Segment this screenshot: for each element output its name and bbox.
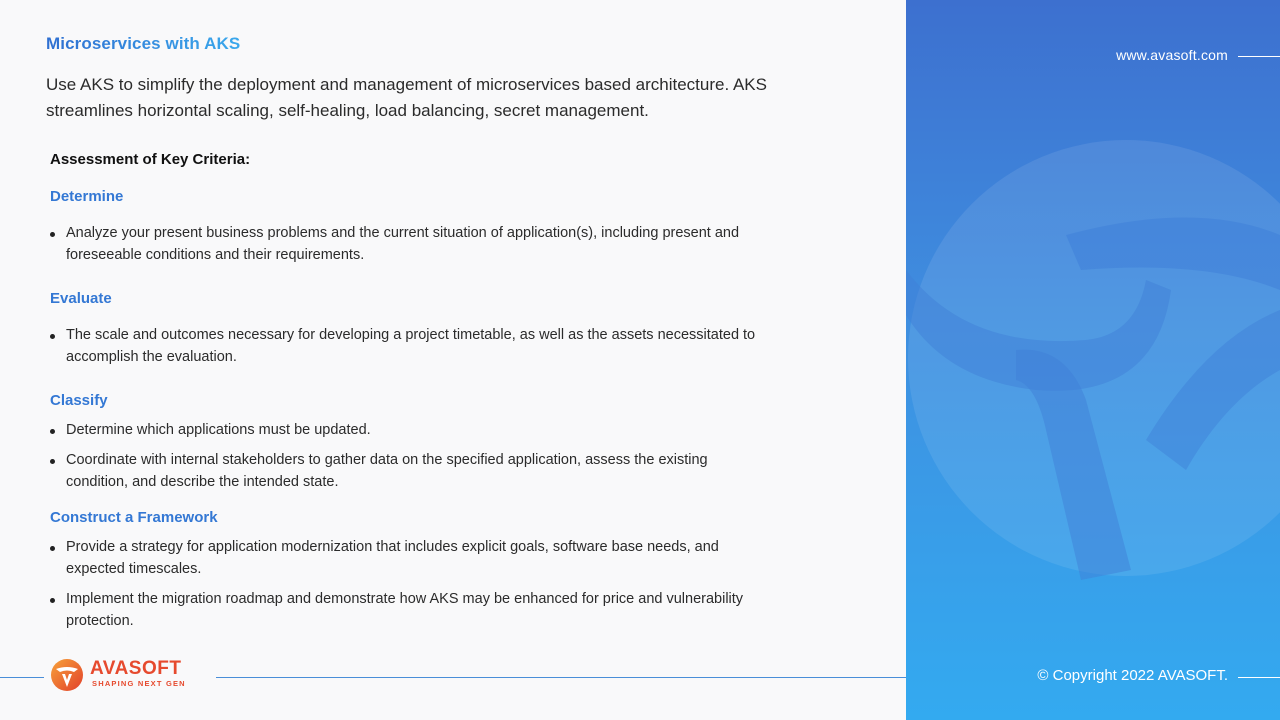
section-heading-classify: Classify: [50, 392, 108, 409]
intro-paragraph: Use AKS to simplify the deployment and management of microservices based architecture. AKS streamlines horizontal scaling, self-healing, load balancing, secret management.: [46, 75, 767, 120]
website-divider: [1238, 56, 1280, 57]
section-heading-determine: Determine: [50, 188, 124, 205]
section-heading-evaluate: Evaluate: [50, 290, 112, 307]
page-title: Microservices with AKS: [46, 34, 241, 53]
copyright-text: © Copyright 2022 AVASOFT.: [1037, 667, 1228, 684]
copyright-divider: [1238, 677, 1280, 678]
list-item: Implement the migration roadmap and demonstrate how AKS may be enhanced for price and vulnerability protection.: [50, 588, 770, 632]
list-item: Coordinate with internal stakeholders to gather data on the specified application, assess the existing condition, and describe the intended state.: [50, 449, 770, 493]
website-link[interactable]: www.avasoft.com: [1116, 47, 1228, 63]
criteria-heading: Assessment of Key Criteria:: [50, 151, 251, 168]
list-item: Analyze your present business problems and the current situation of application(s), including present and foreseeable conditions and their requirements.: [50, 222, 770, 266]
bullet-list-evaluate: [50, 324, 770, 368]
section-heading-framework: Construct a Framework: [50, 509, 218, 526]
bullet-list-framework: [50, 536, 770, 632]
brand-tagline: SHAPING NEXT GEN: [92, 679, 186, 688]
brand-panel: [906, 0, 1280, 720]
list-item: The scale and outcomes necessary for developing a project timetable, as well as the assets necessitated to accomplish the evaluation.: [50, 324, 770, 368]
avasoft-watermark-icon: [906, 140, 1280, 580]
bullet-list-determine: [50, 222, 770, 266]
bullet-list-classify: [50, 419, 770, 493]
avasoft-logo-icon: [50, 656, 84, 694]
footer-divider-left: [0, 677, 44, 678]
brand-name: AVASOFT: [90, 658, 182, 679]
footer-divider-right: [216, 677, 906, 678]
brand-logo: [50, 656, 210, 696]
list-item: Provide a strategy for application modernization that includes explicit goals, software base needs, and expected timescales.: [50, 536, 770, 580]
list-item: Determine which applications must be updated.: [50, 419, 770, 441]
